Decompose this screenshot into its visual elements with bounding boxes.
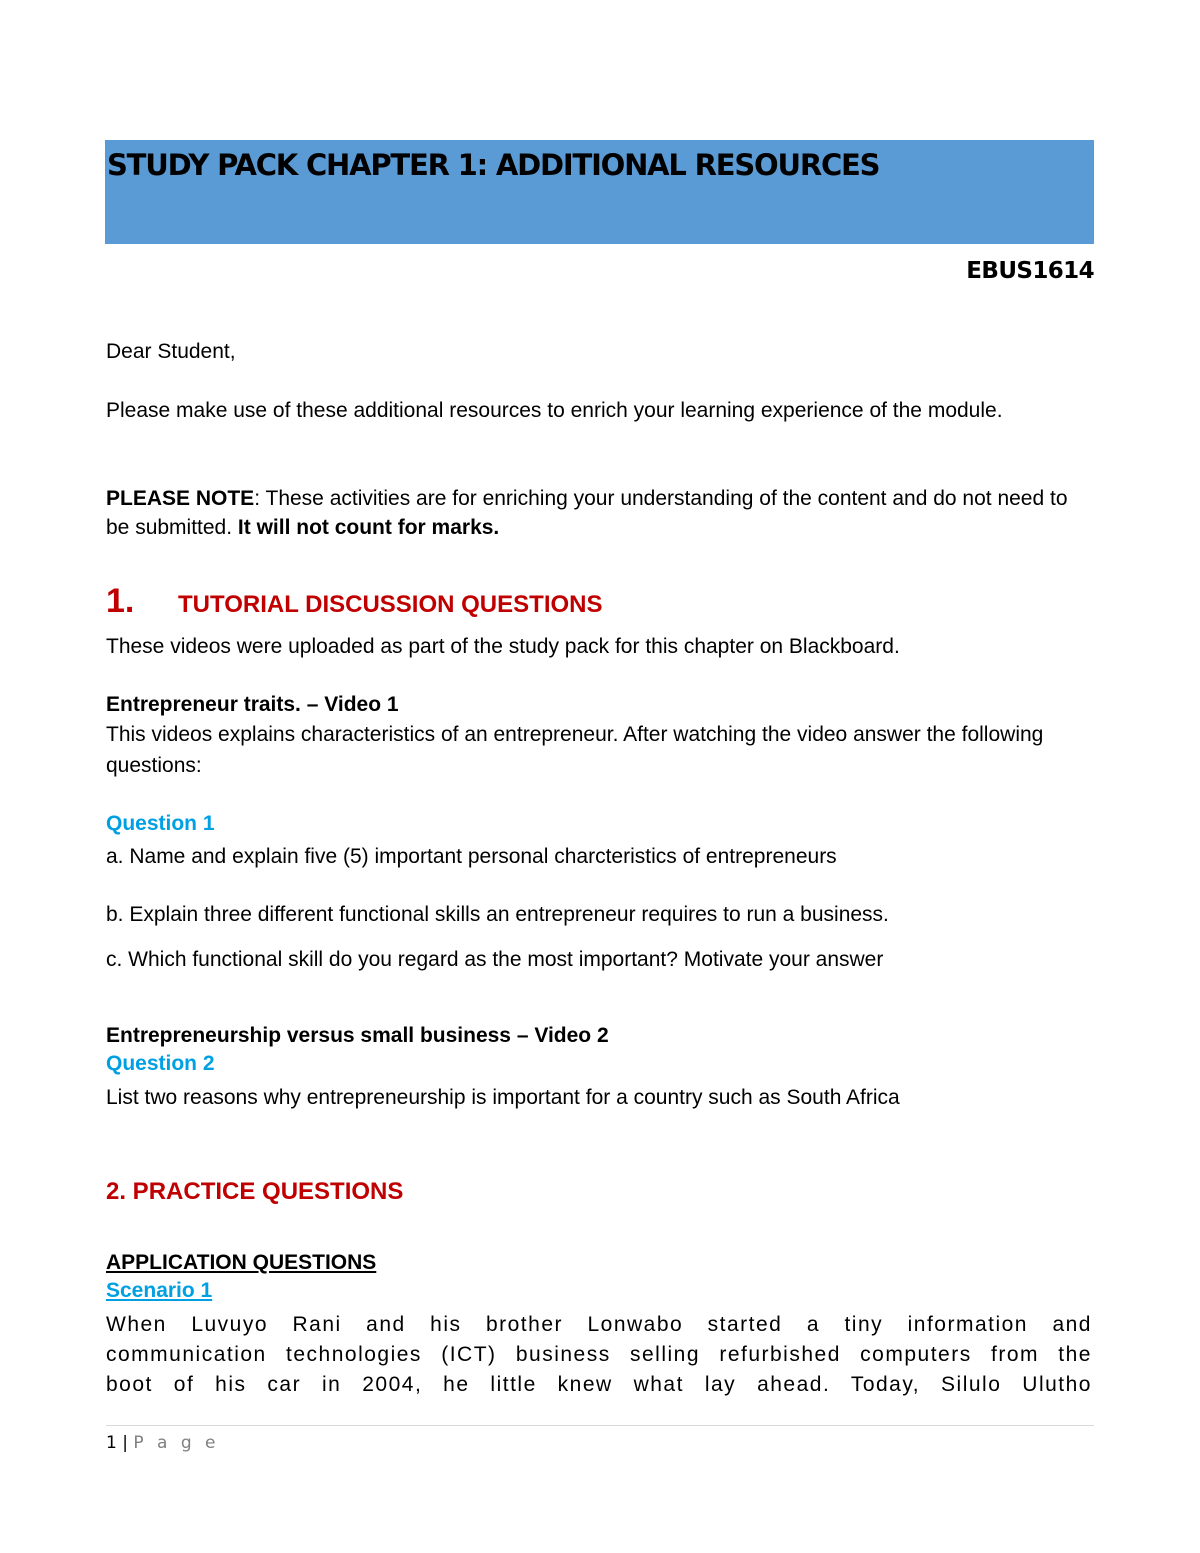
scenario-1-line: communication technologies (ICT) business selling refurbished computers from the (106, 1343, 1092, 1366)
video-1-heading: Entrepreneur traits. – Video 1 (106, 693, 399, 716)
note-text: : These activities are for enriching your understanding of the content and do not need to be submitted. (106, 487, 1068, 539)
note-paragraph (106, 484, 1094, 542)
question-2-label: Question 2 (106, 1052, 215, 1075)
footer-divider (106, 1425, 1094, 1426)
title-banner (105, 140, 1094, 244)
application-questions-heading: APPLICATION QUESTIONS (106, 1251, 377, 1274)
footer-page-word: P a g e (133, 1433, 220, 1453)
question-2-text: List two reasons why entrepreneurship is important for a country such as South Africa (106, 1086, 900, 1109)
section-1-title: TUTORIAL DISCUSSION QUESTIONS (178, 591, 603, 618)
page-footer (106, 1433, 220, 1453)
course-code: EBUS1614 (966, 258, 1094, 284)
scenario-1-line: boot of his car in 2004, he little knew what lay ahead. Today, Silulo Ulutho (106, 1373, 1092, 1396)
intro-paragraph: Please make use of these additional resources to enrich your learning experience of the module. (106, 399, 1003, 422)
greeting: Dear Student, (106, 340, 236, 363)
section-2-heading: 2. PRACTICE QUESTIONS (106, 1178, 404, 1205)
section-1-heading (106, 582, 603, 621)
note-label: PLEASE NOTE (106, 487, 255, 510)
section-1-intro: These videos were uploaded as part of the study pack for this chapter on Blackboard. (106, 635, 900, 658)
video-1-description: This videos explains characteristics of an entrepreneur. After watching the video answer the following questions: (106, 723, 1044, 777)
section-1-number: 1. (106, 582, 135, 620)
scenario-1-text (106, 1310, 1092, 1400)
video-2-heading: Entrepreneurship versus small business – Video 2 (106, 1024, 609, 1047)
note-bold-text: It will not count for marks. (237, 516, 500, 539)
scenario-1-link[interactable]: Scenario 1 (106, 1279, 213, 1302)
footer-separator: | (122, 1433, 128, 1453)
question-1-item-c: c. Which functional skill do you regard as the most important? Motivate your answer (106, 948, 884, 971)
page-number: 1 (106, 1433, 117, 1453)
question-1-label: Question 1 (106, 812, 215, 835)
page-title: STUDY PACK CHAPTER 1: ADDITIONAL RESOURCES (107, 148, 880, 182)
question-1-item-b: b. Explain three different functional skills an entrepreneur requires to run a business. (106, 903, 889, 926)
question-1-item-a: a. Name and explain five (5) important personal charcteristics of entrepreneurs (106, 845, 837, 868)
scenario-1-line: When Luvuyo Rani and his brother Lonwabo started a tiny information and (106, 1313, 1092, 1336)
